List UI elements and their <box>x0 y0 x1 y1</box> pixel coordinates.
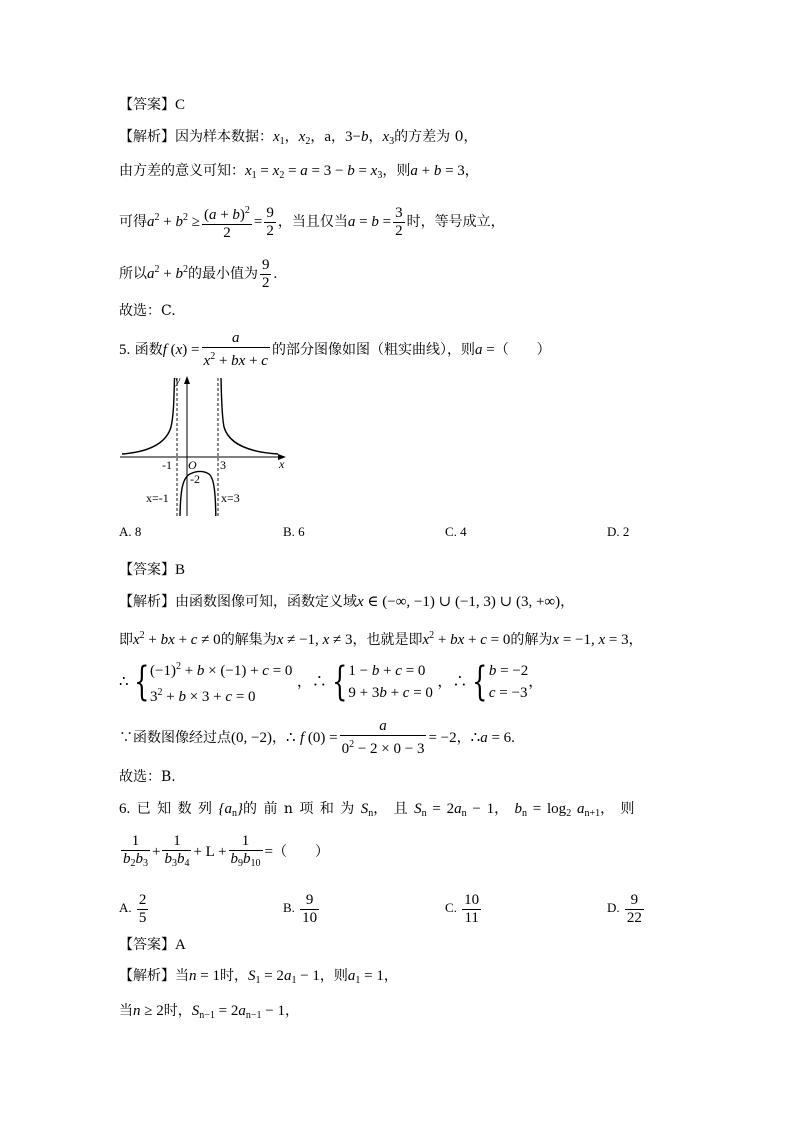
question-text: 函数 <box>134 342 163 358</box>
function-graph <box>118 372 290 518</box>
math-fraction: $\frac{1}{b_9b_{10}}$ <box>230 832 261 869</box>
math-fraction: $\frac{(a + b)^2}{2}$ <box>202 202 252 242</box>
q5-choose-line: 故选：B. <box>119 769 176 785</box>
math-fraction: $\frac{9}{2}$ <box>261 256 270 291</box>
analysis-text: 时， <box>163 1003 192 1019</box>
question-number: 5. <box>119 342 131 358</box>
analysis-text: ，则 <box>319 968 348 984</box>
q6-option-b: B. $\frac{9}{10}$ <box>283 891 318 926</box>
q6-option-d: D. $\frac{9}{22}$ <box>607 891 642 926</box>
math-system-2: 1 − b + c = 0 9 + 3b + c = 0 <box>348 663 433 701</box>
q4-analysis-line-2: 由方差的意义可知：$x_1 = x_2 = a = 3 - b = x_3$，则a + b = 3， <box>119 163 479 181</box>
math-fraction: $\frac{a}{x^2 + bx + c}$ <box>203 330 268 369</box>
q6-stem-line-1: 6. 已 知 数 列 $\{a_n\}$的 前 n 项 和 为 $S_n$， 且 $S_n = 2a_n - 1$， $b_n = \log_2 a_{n+1}$， 则 <box>119 801 635 819</box>
tick-neg1: -1 <box>162 458 172 472</box>
y-axis-label: y <box>175 373 181 387</box>
q4-answer-line <box>119 96 185 114</box>
q5-analysis-line-4: ∵函数图像经过点(0, −2)，∴ f (0) = $\frac{a}{0^2 - 2 \times 0 - 3}$ = −2，∴a = 6. <box>119 718 515 757</box>
answer-tag: 【答案】 <box>119 937 175 953</box>
question-text: （ ） <box>272 844 329 860</box>
question-text: ， 则 <box>600 801 635 817</box>
q6-analysis-line-1: 【解析】当n = 1时，$S_1 = 2a_1 - 1$，则$a_1 = 1$， <box>119 968 398 986</box>
q6-option-a: A. $\frac{2}{5}$ <box>119 891 147 926</box>
analysis-text: 当 <box>119 1003 133 1019</box>
math-domain: x ∈ (−∞, −1) ∪ (−1, 3) ∪ (3, +∞) <box>357 594 561 610</box>
question-text: 已 知 数 列 <box>136 801 213 817</box>
analysis-text: ∵函数图像经过点 <box>119 730 231 746</box>
answer-tag: 【答案】 <box>119 562 175 578</box>
analysis-text: 由函数图像可知，函数定义域 <box>175 594 357 610</box>
curve-left-branch <box>122 378 175 454</box>
math-fraction: $\frac{1}{b_3b_4}$ <box>164 832 190 869</box>
q5-stem: 5. 函数f (x) = $\frac{a}{x^2 + bx + c}$ 的部分图像如图（粗实曲线），则a =（ ） <box>119 330 551 369</box>
analysis-text: 即 <box>119 632 133 648</box>
option-a: A. 8 <box>119 524 142 539</box>
analysis-text: 的解为 <box>510 632 553 648</box>
q5-analysis-line-2: 即$x^2$ + bx + c ≠ 0的解集为x ≠ −1, x ≠ 3，也就是即$x^2$ + bx + c = 0的解为x = −1, x = 3， <box>119 630 643 648</box>
analysis-text: 因为样本数据： <box>175 129 273 145</box>
analysis-text: ，当且仅当 <box>277 214 348 230</box>
q5-analysis-line-3: ∴ {$(-1)^2 + b \times (-1) + c = 0$ $3^2 + b \times 3 + c = 0$ ，∴ {1 − b + c = 0 9 + 3b + c = 0 ，∴ {b = −2 c = −3， <box>119 656 543 702</box>
q6-stem-line-2: $\frac{1}{b_2b_3}$ + $\frac{1}{b_3b_4}$ + L + $\frac{1}{b_9b_{10}}$ =（ ） <box>119 830 329 876</box>
answer-value: A <box>175 937 186 953</box>
question-number: 6. <box>119 801 131 817</box>
asymptote-left-label: x=-1 <box>146 491 169 505</box>
q5-answer-line <box>119 561 185 579</box>
math-function: f (x) = <box>162 342 200 358</box>
asymptote-right-label: x=3 <box>221 491 240 505</box>
math-system-1: $(-1)^2 + b \times (-1) + c = 0$ $3^2 + b \times 3 + c = 0$ <box>150 661 293 705</box>
q5-analysis-line-1: 【解析】由函数图像可知，函数定义域x ∈ (−∞, −1) ∪ (−1, 3) ∪ (3, +∞)， <box>119 594 575 610</box>
analysis-text: ，则 <box>382 163 411 179</box>
x-axis-label: x <box>279 457 285 471</box>
option-fraction: $\frac{9}{10}$ <box>302 891 318 926</box>
analysis-text: 可得 <box>119 214 147 230</box>
math-sum: a + b = 3 <box>410 163 465 179</box>
analysis-tag: 【解析】 <box>119 129 175 145</box>
question-text: ， 且 <box>373 801 408 817</box>
q6-option-c: C. $\frac{10}{11}$ <box>445 891 480 926</box>
math-fraction: $\frac{a}{0^2 - 2 \times 0 - 3}$ <box>341 718 425 757</box>
analysis-text: 所以 <box>119 266 147 282</box>
analysis-text: 时， <box>219 968 248 984</box>
origin-label: O <box>188 458 197 472</box>
analysis-text: 的解集为 <box>220 632 277 648</box>
analysis-tag: 【解析】 <box>119 594 175 610</box>
option-b: B. 6 <box>283 524 305 539</box>
answer-tag: 【答案】 <box>119 97 175 113</box>
math-equality: $x_1 = x_2 = a = 3 - b = x_3$ <box>245 163 383 181</box>
q6-analysis-line-2: 当n ≥ 2时，$S_{n-1} = 2a_{n-1} - 1$， <box>119 1003 299 1021</box>
analysis-text: 的最小值为 <box>187 266 258 282</box>
math-fraction: $\frac{3}{2}$ <box>395 204 403 239</box>
tick-neg2: -2 <box>190 472 200 486</box>
option-c: C. 4 <box>445 524 467 539</box>
question-text: 的部分图像如图（粗实曲线），则 <box>271 342 475 358</box>
answer-value: B <box>175 562 186 578</box>
q4-analysis-line-1: 【解析】因为样本数据：$x_1$，$x_2$，a，3−b，$x_3$的方差为 0， <box>119 129 478 147</box>
y-axis-arrow <box>184 376 190 384</box>
question-text: （ ） <box>494 342 551 358</box>
analysis-text: 由方差的意义可知： <box>119 163 245 179</box>
option-fraction: $\frac{9}{22}$ <box>626 891 642 926</box>
option-d: D. 2 <box>607 524 630 539</box>
q4-choose-line: 故选：C. <box>119 303 176 319</box>
math-fraction: $\frac{9}{2}$ <box>266 204 274 239</box>
answer-value: C <box>175 97 186 113</box>
analysis-text: 当 <box>175 968 189 984</box>
math-fraction: $\frac{1}{b_2b_3}$ <box>123 832 148 869</box>
q4-analysis-line-4: 所以$a^2 + b^2$的最小值为 $\frac{9}{2}$ . <box>119 256 278 291</box>
q6-answer-line <box>119 936 186 954</box>
analysis-tag: 【解析】 <box>119 968 175 984</box>
analysis-text: 的方差为 0， <box>394 129 478 145</box>
option-fraction: $\frac{10}{11}$ <box>464 891 480 926</box>
math-system-3: b = −2 c = −3 <box>488 663 529 701</box>
question-text: 的 前 n 项 和 为 <box>243 801 355 817</box>
math-inequality: $a^2 + b^2$ ≥ <box>147 212 200 230</box>
analysis-text: ，也就是即 <box>352 632 423 648</box>
question-text: ， <box>494 801 509 817</box>
curve-right-branch <box>221 378 278 454</box>
option-fraction: $\frac{2}{5}$ <box>138 891 147 926</box>
tick-3: 3 <box>220 458 226 472</box>
analysis-text: 时，等号成立， <box>406 214 505 230</box>
math-samples: $x_1$ <box>273 129 285 147</box>
q4-analysis-line-3: 可得$a^2 + b^2$ ≥ $\frac{(a + b)^2}{2}$ = $\frac{9}{2}$ ，当且仅当a = b = $\frac{3}{2}$ 时，等号成立， <box>119 198 505 240</box>
